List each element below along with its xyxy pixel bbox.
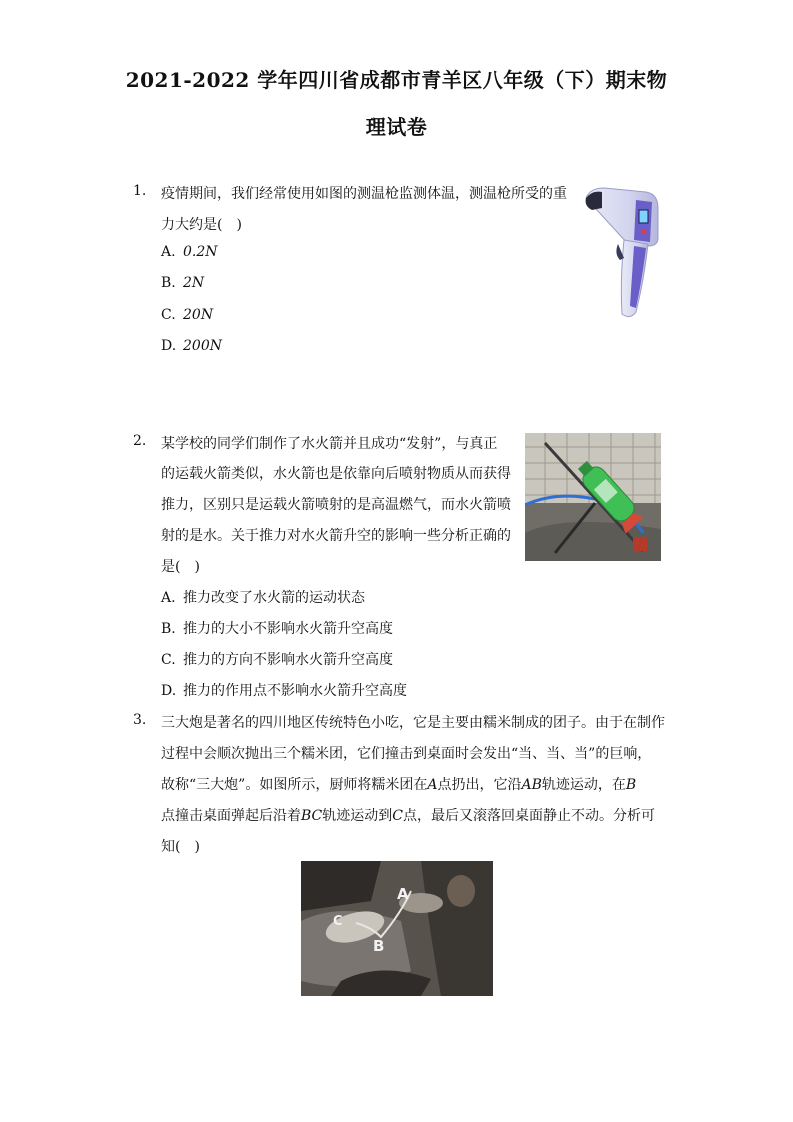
photo-label-a: A [397,885,409,903]
question-3-text: 故称“三大炮”。如图所示，厨师将糯米团在A点扔出，它沿AB轨迹运动，在B [161,777,637,793]
question-1-option-d[interactable]: D. 200N [161,338,222,354]
question-1-option-c[interactable]: C. 20N [161,307,214,323]
question-2-text: 推力，区别只是运载火箭喷射的是高温燃气，而水火箭喷 [161,497,511,513]
question-1-option-a[interactable]: A. 0.2N [161,244,218,260]
page-title: 2021-2022 学年四川省成都市青羊区八年级（下）期末物 [125,68,668,92]
photo-label-c: C [333,914,343,929]
question-3-text: 知( ) [161,839,200,855]
question-1-option-b[interactable]: B. 2N [161,275,205,291]
san-da-pao-photo [301,861,493,996]
question-2-option-d[interactable]: D. 推力的作用点不影响水火箭升空高度 [161,683,407,699]
question-3-text: 三大炮是著名的四川地区传统特色小吃，它是主要由糯米制成的团子。由于在制作 [161,715,665,731]
photo-label-b: B [373,937,385,955]
question-2-number: 2. [133,433,147,449]
page-title-continued: 理试卷 [365,115,428,139]
question-2-option-a[interactable]: A. 推力改变了水火箭的运动状态 [161,590,365,606]
thermometer-gun-image [578,180,662,323]
question-1-text: 力大约是( ) [161,217,242,233]
question-2-text: 是( ) [161,559,200,575]
question-2-text: 的运载火箭类似，水火箭也是依靠向后喷射物质从而获得 [161,466,511,482]
question-2-text: 射的是水。关于推力对水火箭升空的影响一些分析正确的 [161,528,511,544]
question-3-text: 点撞击桌面弹起后沿着BC轨迹运动到C点，最后又滚落回桌面静止不动。分析可 [161,808,655,824]
question-3-text: 过程中会顺次抛出三个糯米团，它们撞击到桌面时会发出“当、当、当”的巨响， [161,746,652,762]
question-1-text: 疫情期间，我们经常使用如图的测温枪监测体温，测温枪所受的重 [161,186,567,202]
question-2-option-c[interactable]: C. 推力的方向不影响水火箭升空高度 [161,652,393,668]
question-2-text: 某学校的同学们制作了水火箭并且成功“发射”，与真正 [161,436,498,452]
question-3-number: 3. [133,712,147,728]
water-rocket-photo [525,433,661,561]
question-1-number: 1. [133,183,147,199]
question-2-option-b[interactable]: B. 推力的大小不影响水火箭升空高度 [161,621,393,637]
